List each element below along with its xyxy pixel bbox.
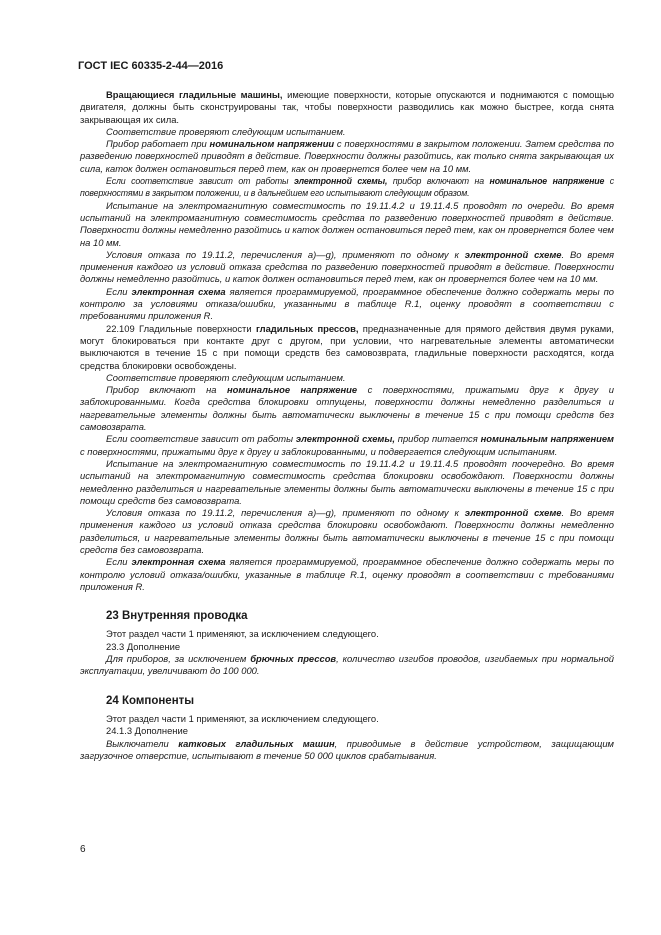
paragraph	[80, 433, 614, 458]
text: является программируемой, программное обеспечение должно содержать меры по контролю за условиями отказа/ошибки, указанными в таблице R.1, оценку проводят в соответствии с требованиями приложения R.	[80, 285, 614, 322]
text: Для приборов, за исключением	[106, 653, 251, 665]
text: . Во время применения каждого из условий отказа средства по разведению поверхностей приводят в действие. Поверхности должны немедленно разойтись, и каток должен остановиться перед тем, как он провернется более чем на 10 мм.	[80, 248, 615, 285]
term: Вращающиеся гладильные машины,	[106, 89, 283, 100]
paragraph: Этот раздел части 1 применяют, за исключением следующего.	[106, 712, 379, 724]
paragraph	[80, 286, 614, 323]
document-header: ГОСТ IEC 60335-2-44—2016	[78, 60, 224, 72]
paragraph	[80, 653, 614, 678]
text: предназначенные для прямого действия двумя руками, могут блокироваться при контакте друг с другом, при условии, что нагревательные элементы автоматически выключаются в течение 15 с при помощи средств без самовозврата, гладильные поверхности расходятся, когда средства блокировки освобождены.	[80, 322, 615, 371]
text: имеющие поверхности, которые опускаются и поднимаются с помощью двигателя, должны быть сконструированы так, чтобы поверхности разводились как можно быстрее, когда снята закрывающая их сила.	[80, 89, 614, 125]
paragraph	[80, 507, 614, 556]
text: Если	[106, 285, 132, 297]
paragraph	[80, 323, 614, 372]
paragraph	[80, 89, 614, 126]
paragraph	[80, 384, 614, 433]
term: электронной схемы,	[295, 433, 395, 445]
text: Условия отказа по 19.11.2, перечисления a)—g), применяют по одному к	[106, 248, 465, 260]
text: с поверхностями, прижатыми друг к другу и заблокированными, и подвергается следующим испытаниям.	[80, 445, 558, 457]
term: электронной схеме	[464, 507, 562, 519]
document-body	[80, 89, 614, 762]
paragraph	[80, 175, 614, 200]
text: Прибор включают на	[106, 384, 227, 396]
text: прибор питается	[394, 433, 481, 445]
paragraph	[80, 249, 614, 286]
text: Выключатели	[106, 737, 179, 749]
text: с поверхностями, прижатыми друг к другу и заблокированными. Когда средства блокировки отпущены, поверхности должны немедленно разделиться и нагревательные элементы должны быть автоматически выключены в течение 15 с при помощи средств без самовозврата.	[80, 384, 614, 433]
subsection-label: 23.3 Дополнение	[106, 640, 181, 652]
paragraph: Этот раздел части 1 применяют, за исключением следующего.	[106, 628, 379, 640]
term: брючных прессов	[250, 653, 337, 665]
term: электронная схема	[131, 556, 226, 568]
text: Если	[106, 556, 132, 568]
text: с поверхностями в закрытом положении. Затем средства по разведению поверхностей приводят в действие. Поверхности должны разойтись, как только снята закрывающая их сила, каток должен остановиться перед тем, как он провернется более чем на 10 мм.	[80, 138, 615, 174]
text: . Во время применения каждого из условий отказа средства блокировки освобождают. Поверхности должны немедленно разделиться, и нагревательные элементы должны быть автоматически выключены в течение 15 с при помощи средств без самовозврата.	[80, 507, 615, 555]
section-heading-23: 23 Внутренняя проводка	[106, 610, 248, 623]
text: , количество изгибов проводов, изгибаемых при нормальной эксплуатации, увеличивают до 100 000.	[80, 653, 614, 677]
text: прибор включают на	[387, 176, 490, 187]
subsection-label: 24.1.3 Дополнение	[106, 725, 188, 737]
term: электронной схемы,	[293, 176, 388, 187]
term: номинальное напряжение	[227, 384, 358, 396]
text: является программируемой, программное обеспечение должно содержать меры по контролю условий отказа/ошибки, указанные в таблице R.1, оценку проводят в соответствии с требованиями приложения R.	[80, 556, 614, 592]
text: Условия отказа по 19.11.2, перечисления a)—g), применяют по одному к	[106, 507, 465, 519]
term: номинальным напряжением	[480, 433, 614, 445]
term: гладильных прессов,	[255, 322, 359, 334]
paragraph: Соответствие проверяют следующим испытанием.	[106, 371, 346, 383]
paragraph: Испытание на электромагнитную совместимость по 19.11.4.2 и 19.11.4.5 проводят по очереди. Во время испытаний на электромагнитную совместимость средства по разведению поверхностей приводят в действие. Поверхности должны немедленно разойтись и каток должен остановиться перед тем, как он провернется более чем на 10 мм.	[80, 199, 614, 248]
paragraph	[80, 138, 614, 175]
text: Прибор работает при	[106, 138, 210, 150]
text: , приводимые в действие устройством, защищающим загрузочное отверстие, испытывают в течение 50 000 циклов срабатывания.	[80, 737, 614, 761]
paragraph: Соответствие проверяют следующим испытанием.	[106, 125, 346, 137]
paragraph	[80, 556, 614, 593]
paragraph	[80, 738, 614, 763]
text: с поверхностями в закрытом положении, и в дальнейшем его испытывают следующим образом.	[80, 176, 615, 199]
text: 22.109 Гладильные поверхности	[106, 322, 256, 334]
term: электронная схема	[131, 285, 226, 297]
text: Если соответствие зависит от работы	[106, 176, 294, 187]
paragraph: Испытание на электромагнитную совместимость по 19.11.4.2 и 19.11.4.5 проводят поочередно. Во время испытаний на электромагнитную совместимость средства блокировки освобождают. Поверхности должны немедленно разделиться и нагревательные элементы должны быть автоматически выключены в течение 15 с при помощи средств без самовозврата.	[80, 457, 614, 506]
text: Если соответствие зависит от работы	[106, 433, 296, 445]
term: номинальном напряжении	[209, 138, 335, 150]
term: электронной схеме	[464, 248, 562, 260]
page-number: 6	[80, 844, 86, 855]
term: номинальное напряжение	[489, 176, 605, 187]
term: катковых гладильных машин	[178, 737, 335, 749]
section-heading-24: 24 Компоненты	[106, 694, 195, 707]
